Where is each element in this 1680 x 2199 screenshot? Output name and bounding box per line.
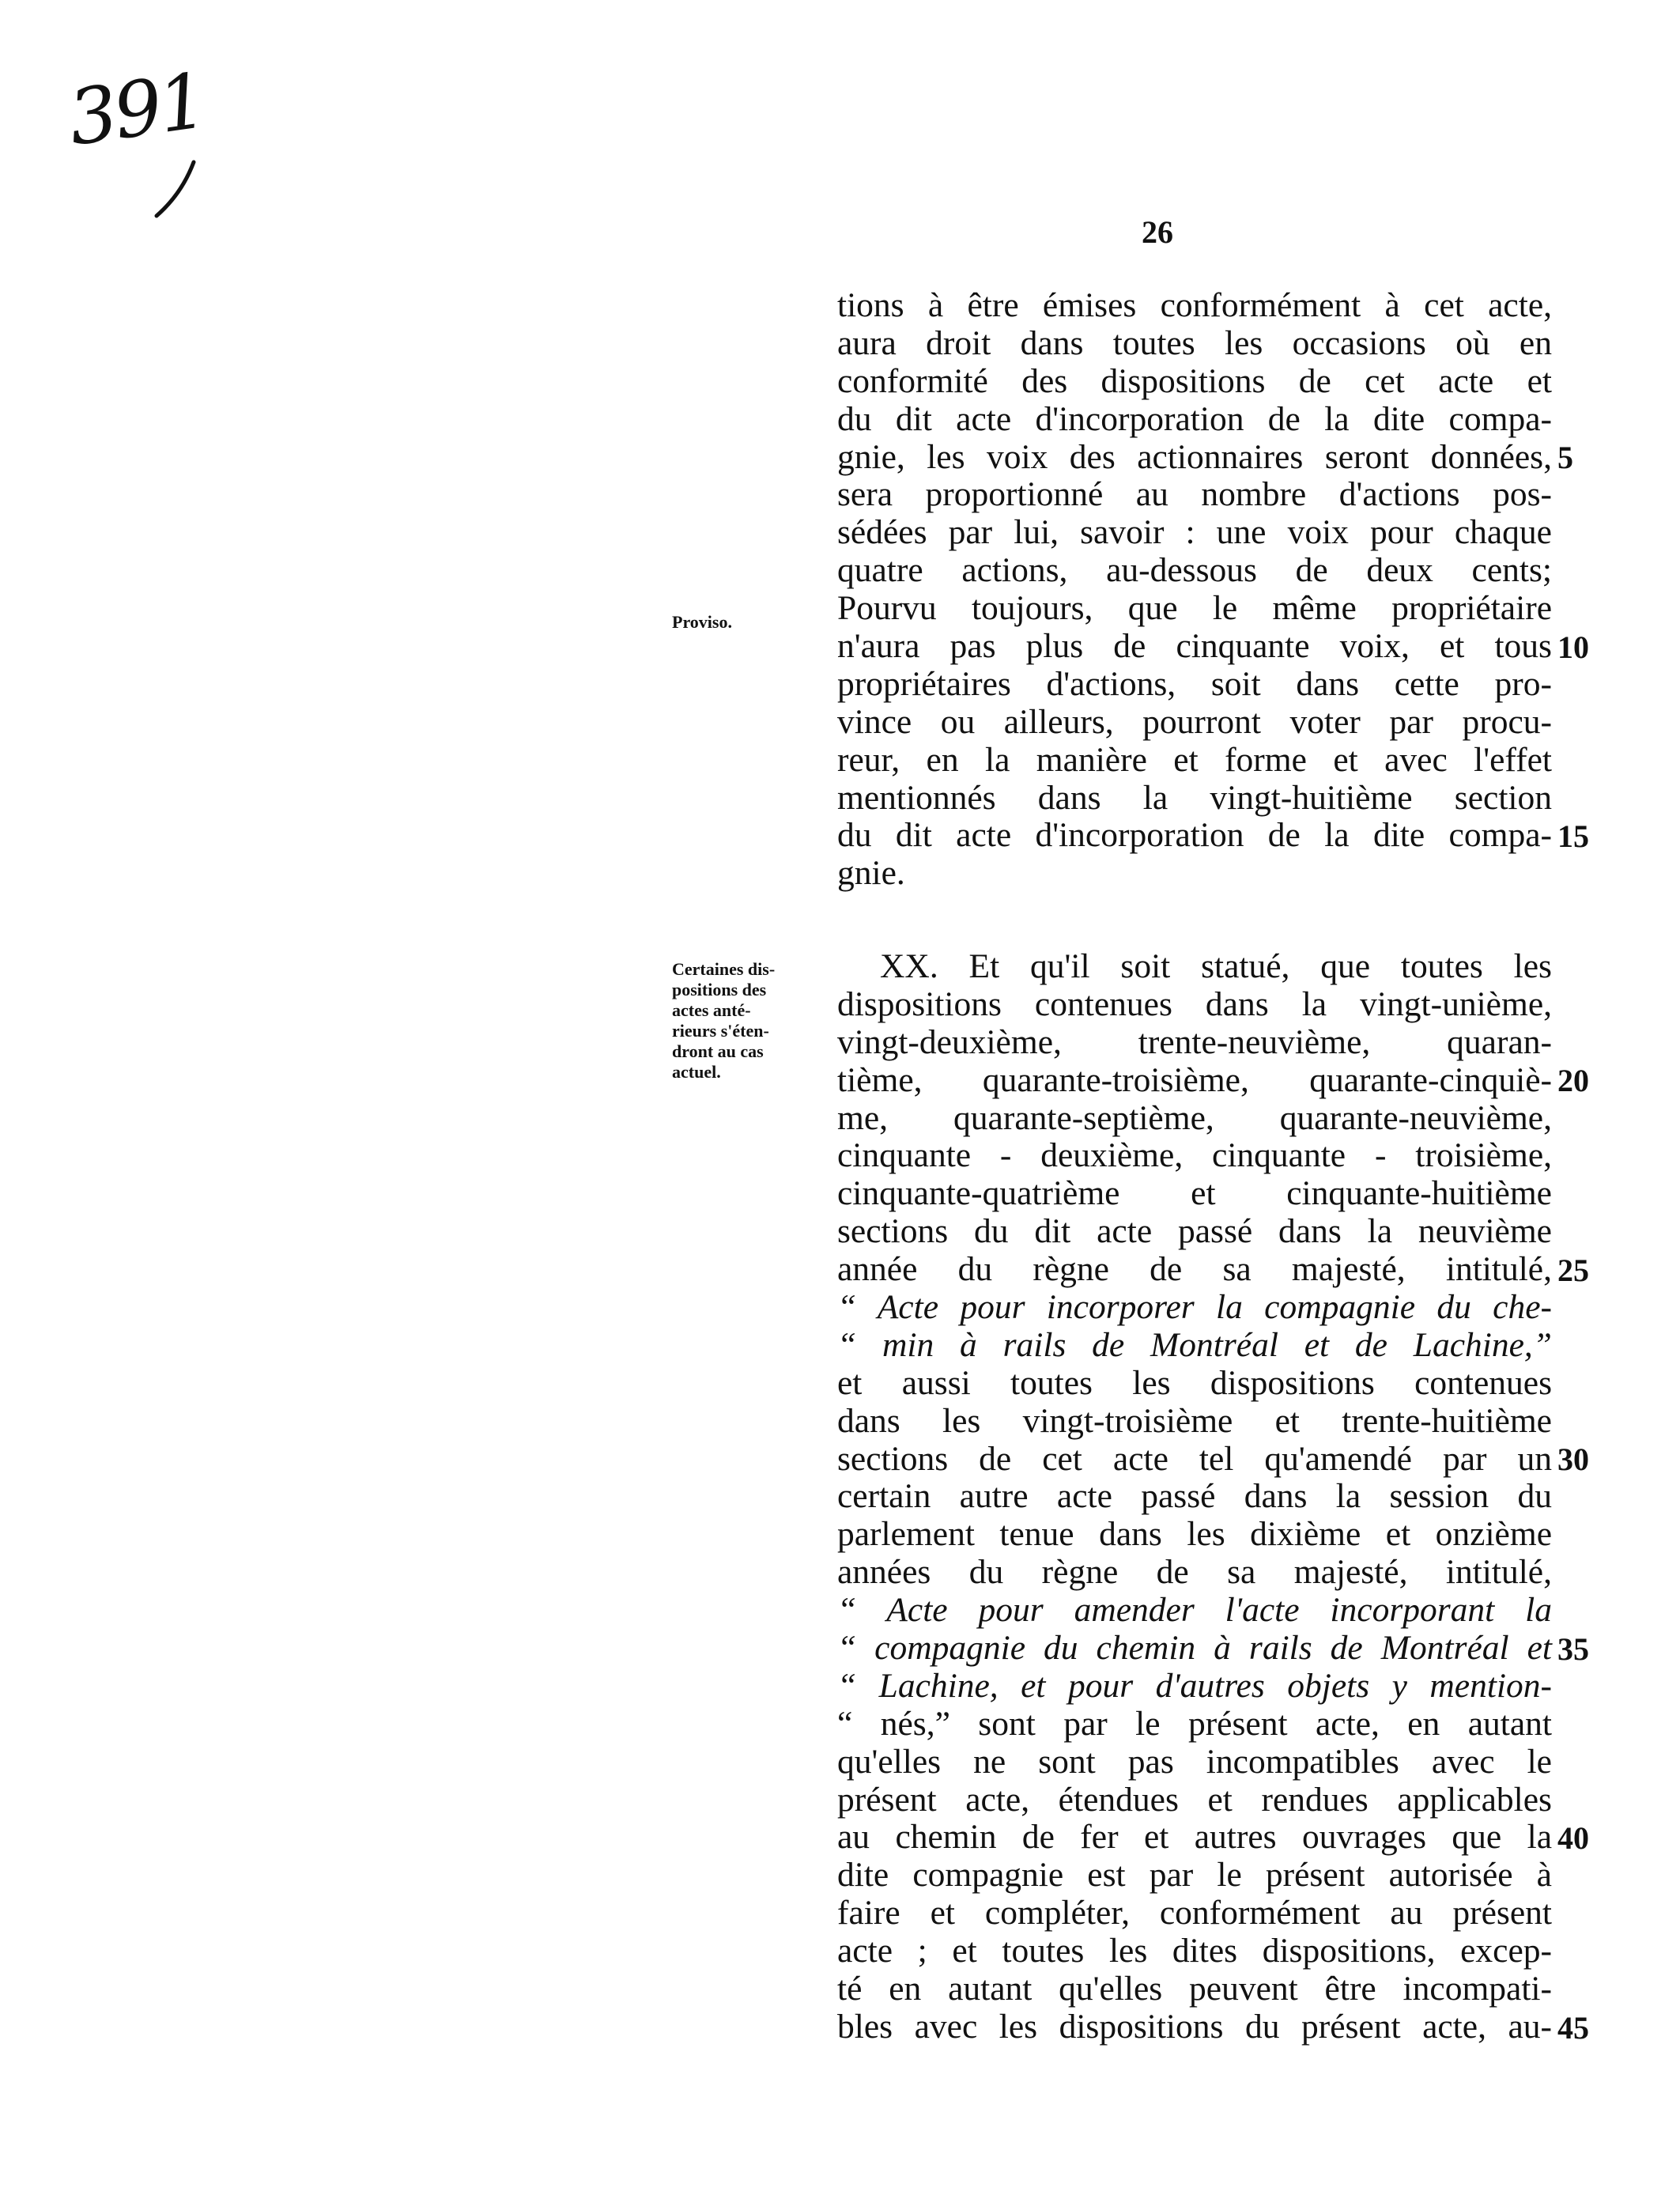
page-number: 26: [1142, 214, 1173, 250]
text-line: tième, quarante-troisième, quarante-cinquiè-: [837, 1060, 1552, 1099]
text-line: bles avec les dispositions du présent acte, au-: [837, 2007, 1552, 2046]
text-line: au chemin de fer et autres ouvrages que la: [837, 1818, 1552, 1857]
text-line: aura droit dans toutes les occasions où en: [837, 323, 1552, 362]
text-line: Pourvu toujours, que le même propriétaire: [837, 589, 1552, 628]
text-line: propriétaires d'actions, soit dans cette pro-: [837, 664, 1552, 703]
text-line: XX. Et qu'il soit statué, que toutes les: [880, 947, 1552, 985]
text-line: sections de cet acte tel qu'amendé par un: [837, 1439, 1552, 1478]
margin-note-line: dront au cas: [672, 1041, 764, 1061]
text-line: dans les vingt-troisième et trente-huitième: [837, 1401, 1552, 1440]
text-line: qu'elles ne sont pas incompatibles avec le: [837, 1742, 1552, 1781]
text-line: me, quarante-septième, quarante-neuvième,: [837, 1098, 1552, 1137]
margin-note-line: rieurs s'éten-: [672, 1021, 769, 1041]
text-line: vingt-deuxième, trente-neuvième, quaran-: [837, 1022, 1552, 1061]
text-line: du dit acte d'incorporation de la dite compa-: [837, 816, 1552, 855]
line-number: 25: [1557, 1253, 1589, 1288]
text-line: conformité des dispositions de cet acte et: [837, 361, 1552, 400]
paragraph-continuation: [837, 287, 1552, 893]
text-line: cinquante-quatrième et cinquante-huitième: [837, 1174, 1552, 1213]
line-number: 40: [1557, 1820, 1589, 1856]
text-line: “ compagnie du chemin à rails de Montréal et: [837, 1629, 1552, 1668]
margin-note-line: positions des: [672, 980, 767, 999]
text-line: “ min à rails de Montréal et de Lachine,”: [837, 1325, 1552, 1364]
text-line: du dit acte d'incorporation de la dite compa-: [837, 399, 1552, 438]
text-line: année du règne de sa majesté, intitulé,: [837, 1250, 1552, 1289]
line-number: 30: [1557, 1441, 1589, 1477]
handwritten-folio-number: [63, 56, 237, 225]
text-line: vince ou ailleurs, pourront voter par procu-: [837, 702, 1552, 741]
section-xx-paragraph: [837, 948, 1552, 2046]
line-number: 10: [1557, 629, 1589, 665]
margin-note-line: actuel.: [672, 1062, 721, 1082]
margin-note-line: actes anté-: [672, 1000, 751, 1020]
line-number: 35: [1557, 1631, 1589, 1667]
text-line: parlement tenue dans les dixième et onzième: [837, 1515, 1552, 1554]
text-line: dispositions contenues dans la vingt-unième,: [837, 984, 1552, 1023]
line-number: 15: [1557, 818, 1589, 854]
text-line: années du règne de sa majesté, intitulé,: [837, 1553, 1552, 1592]
text-line: “ Lachine, et pour d'autres objets y mention-: [837, 1666, 1552, 1705]
folio-text: 391: [63, 56, 210, 163]
text-line: dite compagnie est par le présent autorisée à: [837, 1856, 1552, 1895]
text-line: cinquante - deuxième, cinquante - troisième,: [837, 1136, 1552, 1175]
margin-note-certaines-dispositions: [672, 959, 826, 1082]
line-number: 45: [1557, 2010, 1589, 2046]
text-line: sédées par lui, savoir : une voix pour chaque: [837, 513, 1552, 552]
text-line: reur, en la manière et forme et avec l'effet: [837, 740, 1552, 779]
text-line: faire et compléter, conformément au présent: [837, 1894, 1552, 1933]
text-line: sera proportionné au nombre d'actions pos-: [837, 475, 1552, 514]
line-number: 5: [1557, 440, 1573, 475]
line-number: 20: [1557, 1063, 1589, 1098]
text-line: acte ; et toutes les dites dispositions, excep-: [837, 1932, 1552, 1970]
margin-note-line: Certaines dis-: [672, 959, 776, 979]
text-line: présent acte, étendues et rendues applicables: [837, 1780, 1552, 1819]
text-line: tions à être émises conformément à cet acte,: [837, 286, 1552, 324]
text-line: “ nés,” sont par le présent acte, en autant: [837, 1704, 1552, 1743]
text-line: et aussi toutes les dispositions contenues: [837, 1363, 1552, 1402]
text-line: quatre actions, au-dessous de deux cents;: [837, 551, 1552, 590]
text-line: mentionnés dans la vingt-huitième section: [837, 778, 1552, 817]
folio-slash-stroke: [63, 75, 237, 225]
text-line: “ Acte pour amender l'acte incorporant la: [837, 1591, 1552, 1630]
text-line: sections du dit acte passé dans la neuvième: [837, 1212, 1552, 1251]
margin-note-proviso: Proviso.: [672, 612, 732, 632]
text-line: certain autre acte passé dans la session du: [837, 1477, 1552, 1516]
text-line: té en autant qu'elles peuvent être incompati-: [837, 1970, 1552, 2008]
text-line: gnie, les voix des actionnaires seront données,: [837, 437, 1552, 476]
text-line: “ Acte pour incorporer la compagnie du che-: [837, 1288, 1552, 1327]
text-line: n'aura pas plus de cinquante voix, et tous: [837, 627, 1552, 666]
text-line: gnie.: [837, 854, 905, 893]
